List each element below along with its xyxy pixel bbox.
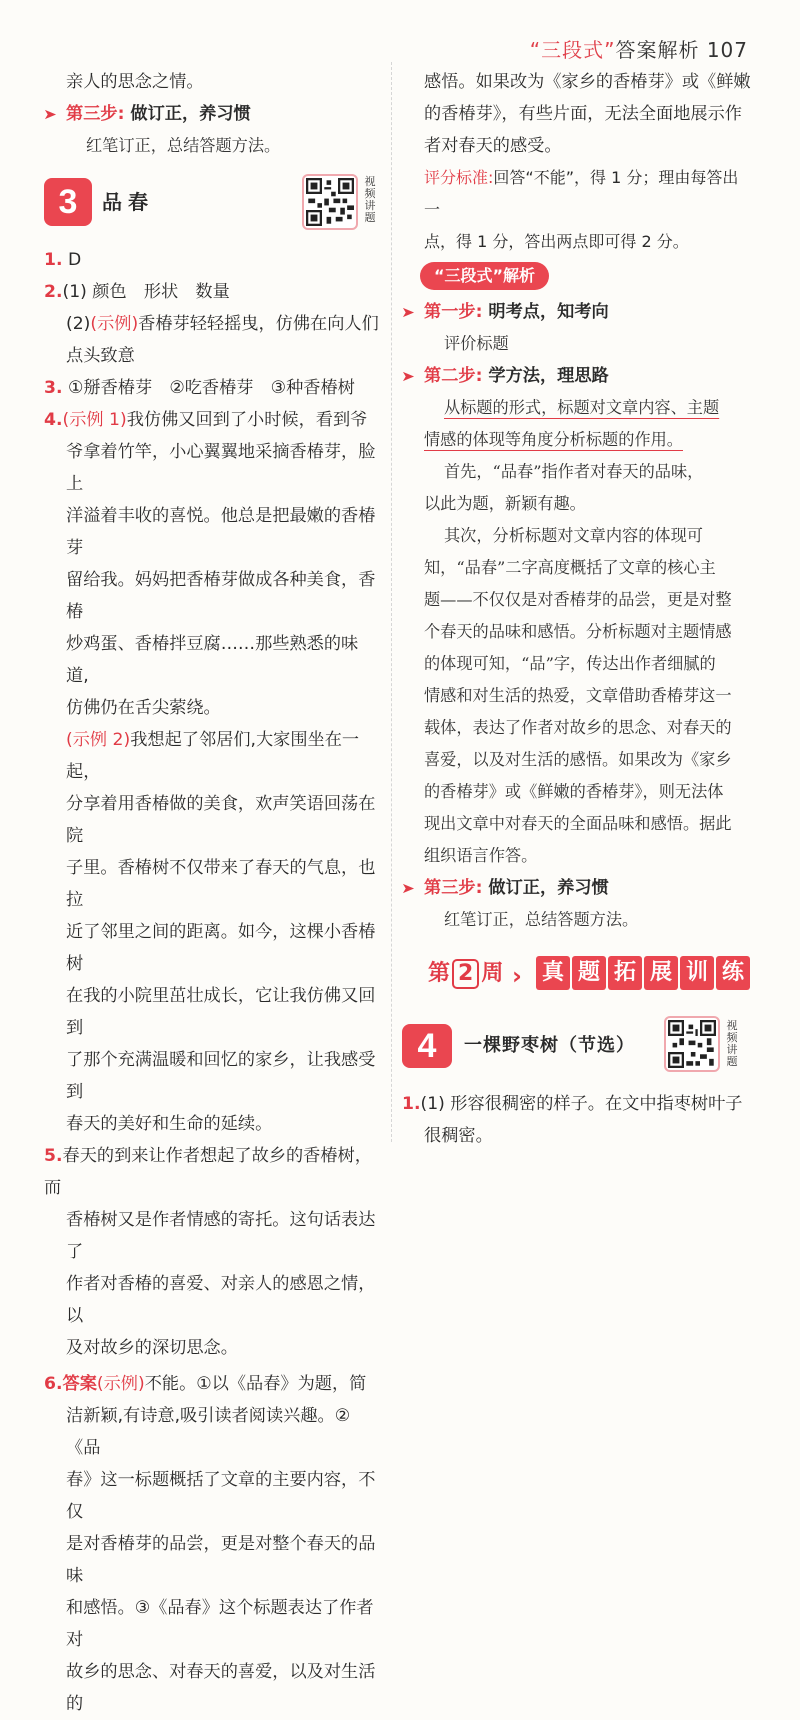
text-line: 个春天的品味和感悟。分析标题对主题情感 <box>424 622 732 641</box>
text-line: 了那个充满温暖和回忆的家乡，让我感受到 <box>66 1050 376 1102</box>
method-text: 从标题的形式，标题对文章内容、主题 <box>444 398 720 417</box>
red-arrow-icon <box>402 306 415 319</box>
question-4-header <box>402 1016 752 1082</box>
text-line: 春》这一标题概括了文章的主要内容，不仅 <box>66 1470 376 1522</box>
title-tile: 拓 <box>608 956 642 990</box>
header-text: 答案解析 <box>615 38 700 62</box>
answer-2-line1 <box>44 276 380 308</box>
answer-2-line2 <box>44 308 380 340</box>
example-label: (示例 1) <box>62 410 127 430</box>
title-tile: 真 <box>536 956 570 990</box>
text-line: 以此为题，新颖有趣。 <box>424 494 586 513</box>
week-banner <box>402 950 752 1002</box>
text-line: 仿佛仍在舌尖萦绕。 <box>66 698 221 718</box>
qr-code-icon[interactable] <box>302 174 358 230</box>
answer-3 <box>44 372 380 404</box>
step-one <box>402 296 752 328</box>
column-divider <box>391 62 392 1142</box>
underlined-line <box>402 392 752 424</box>
step-body: 红笔订正，总结答题方法。 <box>86 136 281 155</box>
video-label: 视频讲题 <box>726 1019 738 1068</box>
step-label: 第三步: <box>424 878 483 898</box>
text-line: 其次，分析标题对文章内容的体现可 <box>444 526 703 545</box>
answer-text: 香椿芽轻轻摇曳，仿佛在向人们 <box>138 314 379 334</box>
text-line: 和感悟。③《品春》这个标题表达了作者对 <box>66 1598 374 1650</box>
week-number: 2 <box>452 959 479 989</box>
text-line: 亲人的思念之情。 <box>66 72 204 92</box>
text-line: 知，“品春”二字高度概括了文章的核心主 <box>424 558 716 577</box>
title-tile: 题 <box>572 956 606 990</box>
answer-6-line1 <box>44 1368 380 1400</box>
answer-number: 4. <box>44 410 63 430</box>
q4-answer-1-line1 <box>402 1088 752 1120</box>
answer-number: 1. <box>44 250 63 270</box>
text-line: 子里。香椿树不仅带来了春天的气息，也拉 <box>66 858 376 910</box>
qr-pattern <box>668 1020 716 1068</box>
scoring-label: 评分标准: <box>424 168 494 187</box>
underlined-line <box>402 424 752 456</box>
answer-text: (1) 颜色 形状 数量 <box>62 282 230 302</box>
text-line: 者对春天的感受。 <box>424 136 562 156</box>
scoring-line2: 点，得 1 分，答出两点即可得 2 分。 <box>424 232 689 251</box>
red-arrow-icon <box>44 108 57 121</box>
text-line: 很稠密。 <box>424 1126 493 1146</box>
text-line: 洁新颖,有诗意,吸引读者阅读兴趣。②《品 <box>66 1406 351 1458</box>
question-title: 一棵野枣树（节选） <box>464 1035 635 1056</box>
week-pre: 第 <box>428 961 451 986</box>
right-column <box>402 66 752 1152</box>
text-line: 留给我。妈妈把香椿芽做成各种美食，香椿 <box>66 570 376 622</box>
answer-number: 1. <box>402 1094 421 1114</box>
step-title: 学方法，理思路 <box>488 366 609 386</box>
text-line: 香椿树又是作者情感的寄托。这句话表达了 <box>66 1210 376 1262</box>
answer-2-line3: 点头致意 <box>66 346 135 366</box>
answer-text: 春天的到来让作者想起了故乡的香椿树，而 <box>44 1146 372 1198</box>
example-label: (示例) <box>90 314 139 334</box>
text-line: 故乡的思念、对春天的喜爱，以及对生活的 <box>66 1662 376 1714</box>
title-tile: 训 <box>680 956 714 990</box>
example-label: (示例) <box>96 1374 145 1394</box>
answer-number: 5. <box>44 1146 63 1166</box>
answer-text: 不能。①以《品春》为题，简 <box>144 1374 367 1394</box>
step-label: 第三步: <box>66 104 125 124</box>
step-label: 第二步: <box>424 366 483 386</box>
text-line: 及对故乡的深切思念。 <box>66 1338 238 1358</box>
answer-1 <box>44 244 380 276</box>
scoring-text: 回答“不能”，得 1 分；理由每答出一 <box>424 168 739 219</box>
title-tile: 练 <box>716 956 750 990</box>
text-line: 是对香椿芽的品尝，更是对整个春天的品味 <box>66 1534 376 1586</box>
question-number-badge: 4 <box>402 1024 452 1068</box>
answer-label: 答案 <box>62 1374 97 1394</box>
text-line: 题——不仅仅是对香椿芽的品尝，更是对整 <box>424 590 732 609</box>
method-text: 情感的体现等角度分析标题的作用。 <box>424 430 683 449</box>
answer-text: 我想起了邻居们,大家围坐在一起， <box>66 730 360 782</box>
answer-4-example-2 <box>44 724 380 788</box>
step-three-right <box>402 872 752 904</box>
text-line: 近了邻里之间的距离。如今，这棵小香椿树 <box>66 922 376 974</box>
text-line: 分享着用香椿做的美食，欢声笑语回荡在院 <box>66 794 376 846</box>
left-column <box>44 66 380 1720</box>
step-title: 做订正，养习惯 <box>130 104 251 124</box>
text-line: 洋溢着丰收的喜悦。他总是把最嫩的香椿芽 <box>66 506 376 558</box>
question-title: 品春 <box>102 190 154 214</box>
question-number-badge: 3 <box>44 178 92 226</box>
text-line: 爷拿着竹竿，小心翼翼地采摘香椿芽，脸上 <box>66 442 376 494</box>
text-line: 现出文章中对春天的全面品味和感悟。据此 <box>424 814 732 833</box>
step-body: 红笔订正，总结答题方法。 <box>444 910 639 929</box>
qr-code-icon[interactable] <box>664 1016 720 1072</box>
section-title-tiles <box>536 956 752 990</box>
step-label: 第一步: <box>424 302 483 322</box>
text-line: 感悟。如果改为《家乡的香椿芽》或《鲜嫩 <box>424 72 751 92</box>
step-three <box>44 98 380 130</box>
page-header <box>530 34 748 63</box>
step-body: 评价标题 <box>444 334 509 353</box>
chevron-right-icon: › <box>512 962 522 990</box>
example-label: (示例 2) <box>66 730 131 750</box>
answer-number: 3. <box>44 378 63 398</box>
title-tile: 展 <box>644 956 678 990</box>
answer-5-line1 <box>44 1140 380 1204</box>
step-title: 做订正，养习惯 <box>488 878 609 898</box>
text-line: 载体，表达了作者对故乡的思念、对春天的 <box>424 718 732 737</box>
text-line: 喜爱，以及对生活的感悟。如果改为《家乡 <box>424 750 732 769</box>
answer-text: ①掰香椿芽 ②吃香椿芽 ③种香椿树 <box>67 378 355 398</box>
analysis-banner: “三段式”解析 <box>420 262 549 290</box>
text-line: 的体现可知，“品”字，传达出作者细腻的 <box>424 654 716 673</box>
red-arrow-icon <box>402 370 415 383</box>
text-line: 的香椿芽》，有些片面，无法全面地展示作 <box>424 104 742 124</box>
text-line: 的香椿芽》或《鲜嫩的香椿芽》，则无法体 <box>424 782 724 801</box>
text-line: 作者对香椿的喜爱、对亲人的感恩之情，以 <box>66 1274 376 1326</box>
text-line: 春天的美好和生命的延续。 <box>66 1114 273 1134</box>
text-line: 在我的小院里茁壮成长，它让我仿佛又回到 <box>66 986 376 1038</box>
page-number: 107 <box>706 38 748 62</box>
question-3-header <box>44 174 380 238</box>
answer-text: 我仿佛又回到了小时候，看到爷 <box>126 410 368 430</box>
text-line: 炒鸡蛋、香椿拌豆腐……那些熟悉的味道, <box>66 634 359 686</box>
week-label <box>428 958 503 990</box>
week-post: 周 <box>481 961 504 986</box>
scoring-line1 <box>402 162 752 226</box>
red-arrow-icon <box>402 882 415 895</box>
answer-number: 2. <box>44 282 63 302</box>
step-title: 明考点，知考向 <box>488 302 609 322</box>
text-line: 首先，“品春”指作者对春天的品味， <box>444 462 704 481</box>
text-line: 情感和对生活的热爱，文章借助香椿芽这一 <box>424 686 732 705</box>
step-two <box>402 360 752 392</box>
answer-text: D <box>67 250 82 270</box>
video-label: 视频讲题 <box>364 175 376 224</box>
answer-4-line1 <box>44 404 380 436</box>
sub-number: (2) <box>66 314 91 334</box>
answer-number: 6. <box>44 1374 63 1394</box>
text-line: 组织语言作答。 <box>424 846 538 865</box>
answer-text: (1) 形容很稠密的样子。在文中指枣树叶子 <box>420 1094 743 1114</box>
header-quote: “三段式” <box>529 38 616 62</box>
qr-pattern <box>306 178 354 226</box>
